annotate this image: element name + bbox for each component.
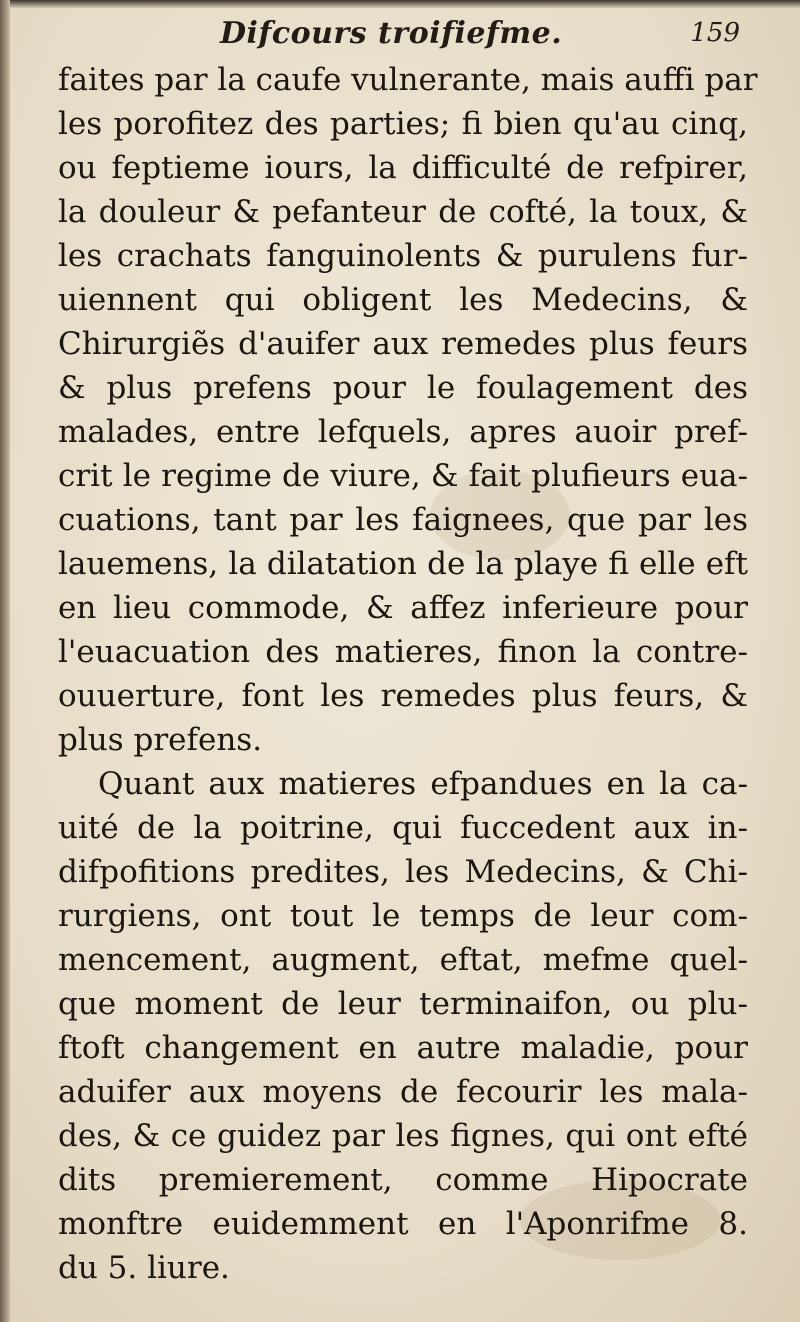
text-line: les porofitez des parties; fi bien qu'au cinq, bbox=[58, 106, 748, 142]
text-line: ouuerture, font les remedes plus feurs, & bbox=[58, 678, 748, 714]
text-line: & plus prefens pour le foulagement des bbox=[58, 370, 748, 406]
text-line: la douleur & pefanteur de cofté, la toux, & bbox=[58, 194, 748, 230]
text-line: les crachats fanguinolents & purulens fur- bbox=[58, 238, 748, 274]
text-line: que moment de leur terminaifon, ou plu- bbox=[58, 986, 748, 1022]
text-line: uité de la poitrine, qui fuccedent aux in- bbox=[58, 810, 748, 846]
text-line: difpofitions predites, les Medecins, & Chi- bbox=[58, 854, 748, 890]
text-line: monftre euidemment en l'Aponrifme 8. bbox=[58, 1206, 748, 1242]
text-line: du 5. liure. bbox=[58, 1250, 230, 1286]
page-gutter-edge bbox=[0, 0, 10, 1322]
text-line: plus prefens. bbox=[58, 722, 263, 758]
text-line: dits premierement, comme Hipocrate bbox=[58, 1162, 748, 1198]
text-line: des, & ce guidez par les fignes, qui ont efté bbox=[58, 1118, 748, 1154]
text-line: rurgiens, ont tout le temps de leur com- bbox=[58, 898, 748, 934]
text-line: lauemens, la dilatation de la playe fi elle eft bbox=[58, 546, 748, 582]
text-line: ou feptieme iours, la difficulté de refpirer, bbox=[58, 150, 748, 186]
text-line: cuations, tant par les faignees, que par les bbox=[58, 502, 748, 538]
page-header bbox=[40, 14, 740, 58]
page-number: 159 bbox=[690, 18, 740, 48]
text-line: aduifer aux moyens de fecourir les mala- bbox=[58, 1074, 748, 1110]
text-line: uiennent qui obligent les Medecins, & bbox=[58, 282, 748, 318]
text-line: ftoft changement en autre maladie, pour bbox=[58, 1030, 748, 1066]
text-line: crit le regime de viure, & fait plufieurs eua- bbox=[58, 458, 748, 494]
text-line: mencement, augment, eftat, mefme quel- bbox=[58, 942, 748, 978]
text-line: Chirurgiẽs d'auifer aux remedes plus feurs bbox=[58, 326, 748, 362]
body-text bbox=[58, 58, 758, 1290]
running-title: Difcours troifiefme. bbox=[220, 16, 563, 51]
text-line: malades, entre lefquels, apres auoir pref- bbox=[58, 414, 748, 450]
text-line: faites par la caufe vulnerante, mais auffi par bbox=[58, 62, 758, 98]
page-top-edge bbox=[0, 0, 800, 8]
paragraph-start-line: Quant aux matieres efpandues en la ca- bbox=[98, 766, 748, 802]
text-line: l'euacuation des matieres, finon la contre- bbox=[58, 634, 748, 670]
text-line: en lieu commode, & affez inferieure pour bbox=[58, 590, 748, 626]
